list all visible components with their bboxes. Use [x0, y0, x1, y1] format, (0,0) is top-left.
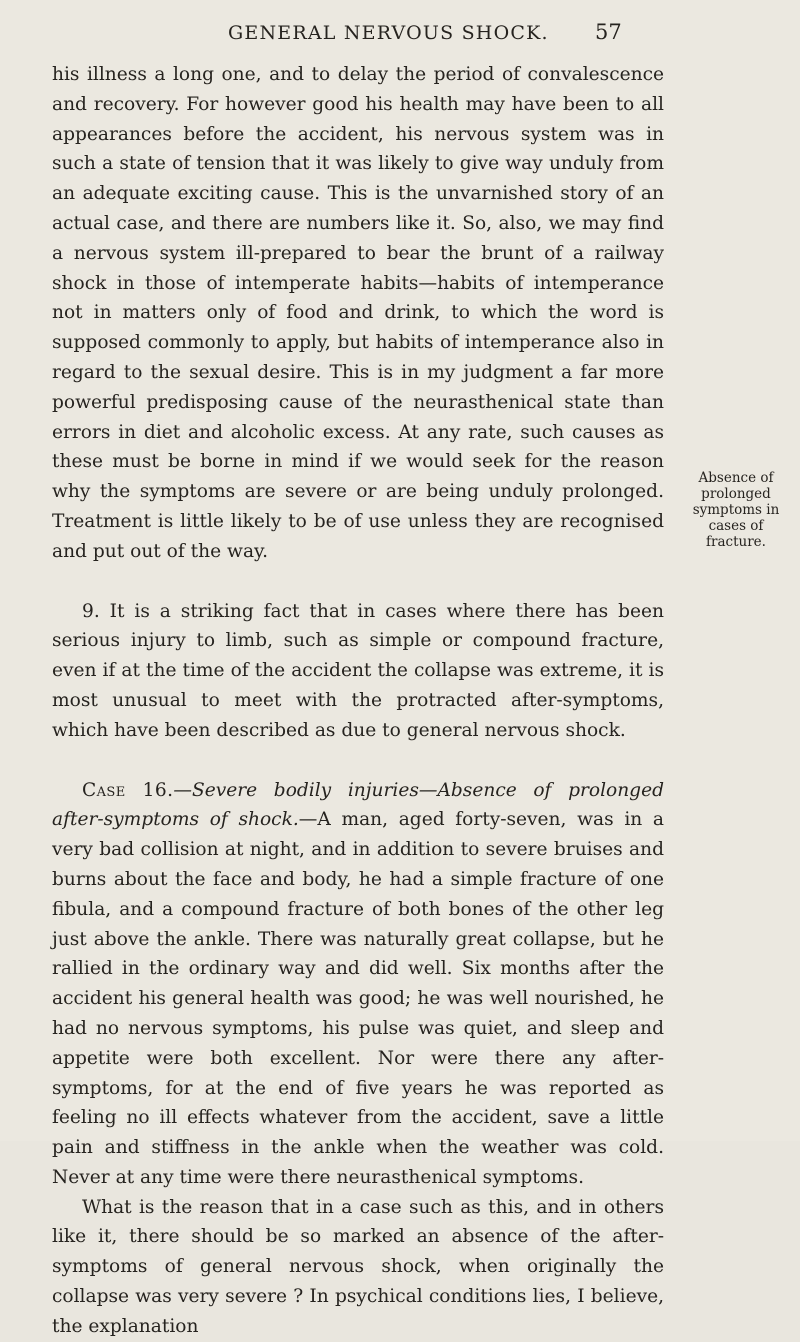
page-number: 57: [595, 20, 622, 44]
paragraph-continuation: his illness a long one, and to delay the period of convalescence and recovery. For however good his health may have been to all appearances before the accident, his nervous system was in such a state of tension that it was likely to give way unduly from an adequate exciting cause. This is the unvarnished story of an actual case, and there are numbers like it. So, also, we may find a nervous system ill-prepared to bear the brunt of a railway shock in those of intemperate habits—habits of intemperance not in matters only of food and drink, to which the word is supposed commonly to apply, but habits of intemperance also in regard to the sexual desire. This is in my judgment a far more powerful predisposing cause of the neurasthenical state than errors in diet and alcoholic excess. At any rate, such causes as these must be borne in mind if we would seek for the reason why the symptoms are severe or are being unduly prolonged. Treatment is little likely to be of use unless they are recognised and put out of the way.: [52, 64, 664, 562]
running-title: GENERAL NERVOUS SHOCK.: [228, 22, 549, 44]
paragraph-spacer: [52, 746, 664, 776]
margin-note: Absence of prolonged symptoms in cases of fracture.: [692, 470, 780, 550]
paragraph-case-16: [52, 776, 664, 1193]
paragraph-spacer: [52, 567, 664, 597]
case-label: Case 16.: [82, 779, 174, 801]
body-text: [52, 60, 664, 1342]
paragraph-closing: What is the reason that in a case such as this, and in others like it, there should be so marked an absence of the after-symptoms of general nervous shock, when originally the collapse was very severe ? In psychical conditions lies, I believe, the explanation: [52, 1196, 664, 1337]
paragraph-section-9: 9. It is a striking fact that in cases where there has been serious injury to limb, such as simple or compound fracture, even if at the time of the accident the collapse was extreme, it is most unusual to meet with the protracted after-symptoms, which have been described as due to general nervous shock.: [52, 600, 664, 741]
case-title: —Severe bodily injuries—Absence of prolonged after-symptoms of shock.: [52, 779, 664, 831]
case-text: —A man, aged forty-seven, was in a very bad collision at night, and in addition to severe bruises and burns about the face and body, he had a simple fracture of one fibula, and a compound fracture of both bones of the other leg just above the ankle. There was naturally great collapse, but he rallied in the ordinary way and did well. Six months after the accident his general health was good; he was well nourished, he had no nervous symptoms, his pulse was quiet, and sleep and appetite were both excellent. Nor were there any after-symptoms, for at the end of five years he was reported as feeling no ill effects whatever from the accident, save a little pain and stiffness in the ankle when the weather was cold. Never at any time were there neurasthenical symptoms.: [52, 809, 664, 1188]
